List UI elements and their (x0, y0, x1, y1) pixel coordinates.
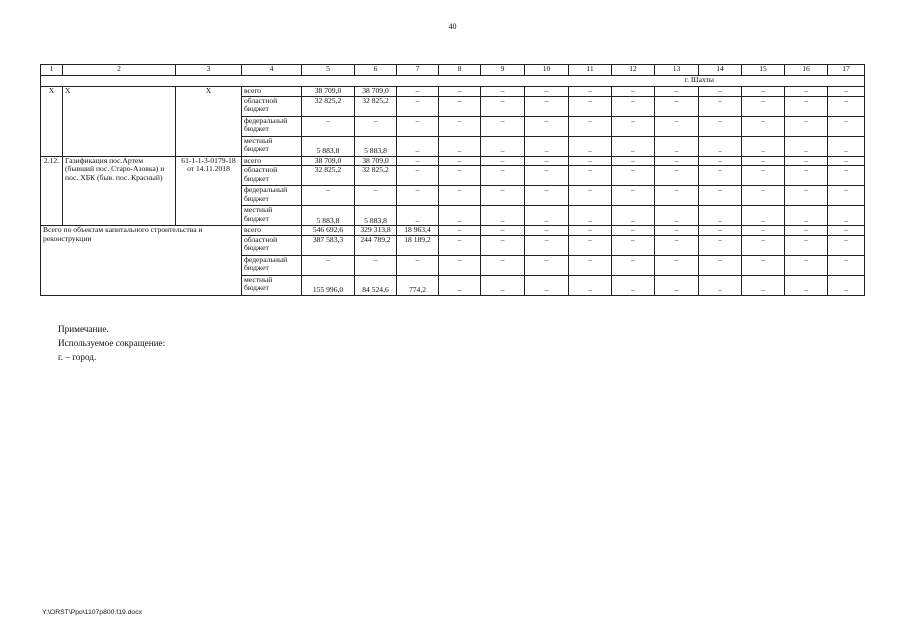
column-number: 17 (828, 65, 865, 76)
column-number-row (41, 65, 865, 76)
amount-cell: – (828, 226, 865, 236)
column-number: 7 (397, 65, 439, 76)
amount-cell: – (569, 96, 612, 116)
amount-cell: – (397, 166, 439, 186)
amount-cell: – (828, 206, 865, 226)
amount-cell: – (355, 186, 397, 206)
amount-cell: – (785, 235, 828, 255)
amount-cell: – (828, 87, 865, 97)
amount-cell: 5 883,8 (355, 206, 397, 226)
amount-cell: – (828, 275, 865, 295)
amount-cell: – (481, 156, 525, 166)
amount-cell: – (742, 156, 785, 166)
object-name: Газификация пос.Артем (бывший пос. Старо-Азовка) и пос. ХБК (быв. пос. Красный) (63, 156, 176, 226)
amount-cell: – (699, 275, 742, 295)
amount-cell: – (742, 116, 785, 136)
amount-cell: – (569, 235, 612, 255)
amount-cell: – (742, 136, 785, 156)
amount-cell: – (785, 166, 828, 186)
amount-cell: – (785, 87, 828, 97)
amount-cell: – (828, 166, 865, 186)
amount-cell: – (439, 156, 481, 166)
amount-cell: – (655, 166, 699, 186)
amount-cell: 18 189,2 (397, 235, 439, 255)
amount-cell: 155 996,0 (302, 275, 355, 295)
amount-cell: – (439, 186, 481, 206)
amount-cell: 38 709,0 (302, 87, 355, 97)
table-row (41, 226, 865, 236)
table-row (41, 87, 865, 97)
amount-cell: – (439, 206, 481, 226)
amount-cell: – (569, 166, 612, 186)
amount-cell: – (569, 156, 612, 166)
amount-cell: – (612, 226, 655, 236)
amount-cell: 329 313,8 (355, 226, 397, 236)
amount-cell: – (742, 255, 785, 275)
funding-source: местный бюджет (242, 206, 302, 226)
amount-cell: – (612, 255, 655, 275)
funding-source: всего (242, 226, 302, 236)
amount-cell: 774,2 (397, 275, 439, 295)
amount-cell: – (742, 226, 785, 236)
amount-cell: – (655, 96, 699, 116)
funding-source: областной бюджет (242, 96, 302, 116)
amount-cell: – (828, 235, 865, 255)
amount-cell: – (699, 226, 742, 236)
amount-cell: – (439, 235, 481, 255)
amount-cell: – (569, 255, 612, 275)
amount-cell: – (655, 87, 699, 97)
note-abbrev-heading: Используемое сокращение: (58, 338, 166, 348)
amount-cell: – (439, 136, 481, 156)
funding-source: областной бюджет (242, 235, 302, 255)
amount-cell: 5 883,8 (302, 136, 355, 156)
amount-cell: – (612, 116, 655, 136)
column-number: 1 (41, 65, 63, 76)
amount-cell: – (828, 136, 865, 156)
object-name: Х (63, 87, 176, 157)
amount-cell: 32 825,2 (355, 96, 397, 116)
amount-cell: – (439, 166, 481, 186)
amount-cell: – (397, 136, 439, 156)
amount-cell: – (742, 96, 785, 116)
amount-cell: – (655, 206, 699, 226)
amount-cell: – (699, 96, 742, 116)
amount-cell: – (699, 206, 742, 226)
amount-cell: – (742, 166, 785, 186)
column-number: 4 (242, 65, 302, 76)
amount-cell: – (525, 116, 569, 136)
amount-cell: – (612, 156, 655, 166)
amount-cell: 38 709,0 (355, 156, 397, 166)
amount-cell: – (569, 87, 612, 97)
amount-cell: – (655, 275, 699, 295)
amount-cell: – (397, 116, 439, 136)
item-number: Х (41, 87, 63, 157)
amount-cell: 32 825,2 (355, 166, 397, 186)
amount-cell: – (785, 226, 828, 236)
amount-cell: – (569, 186, 612, 206)
amount-cell: – (481, 226, 525, 236)
amount-cell: – (302, 186, 355, 206)
amount-cell: 32 825,2 (302, 166, 355, 186)
amount-cell: – (828, 96, 865, 116)
amount-cell: 387 583,3 (302, 235, 355, 255)
amount-cell: – (397, 255, 439, 275)
amount-cell: – (397, 186, 439, 206)
funding-source: федеральный бюджет (242, 116, 302, 136)
column-number: 10 (525, 65, 569, 76)
amount-cell: – (569, 275, 612, 295)
amount-cell: – (699, 87, 742, 97)
amount-cell: – (397, 87, 439, 97)
amount-cell: – (439, 255, 481, 275)
amount-cell: – (612, 166, 655, 186)
column-number: 5 (302, 65, 355, 76)
amount-cell: – (742, 235, 785, 255)
amount-cell: – (612, 87, 655, 97)
note-abbrev-city: г. – город. (58, 352, 97, 362)
amount-cell: – (569, 136, 612, 156)
funding-source: всего (242, 87, 302, 97)
funding-source: федеральный бюджет (242, 255, 302, 275)
amount-cell: – (481, 275, 525, 295)
amount-cell: – (655, 186, 699, 206)
amount-cell: – (525, 235, 569, 255)
column-number: 9 (481, 65, 525, 76)
amount-cell: – (481, 235, 525, 255)
amount-cell: – (655, 156, 699, 166)
total-label: Всего по объектам капитального строительства и реконструкции (41, 226, 242, 296)
amount-cell: – (612, 206, 655, 226)
amount-cell: – (742, 206, 785, 226)
amount-cell: – (481, 96, 525, 116)
amount-cell: – (397, 206, 439, 226)
document-ref: Х (176, 87, 242, 157)
amount-cell: 38 709,0 (302, 156, 355, 166)
amount-cell: – (785, 96, 828, 116)
page-number: 40 (448, 22, 457, 31)
funding-source: всего (242, 156, 302, 166)
amount-cell: – (699, 156, 742, 166)
amount-cell: – (355, 116, 397, 136)
column-number: 8 (439, 65, 481, 76)
column-number: 11 (569, 65, 612, 76)
amount-cell: – (699, 116, 742, 136)
column-number: 13 (655, 65, 699, 76)
amount-cell: – (439, 275, 481, 295)
amount-cell: – (785, 255, 828, 275)
amount-cell: – (397, 96, 439, 116)
amount-cell: – (481, 116, 525, 136)
amount-cell: – (569, 116, 612, 136)
amount-cell: 32 825,2 (302, 96, 355, 116)
amount-cell: – (612, 136, 655, 156)
amount-cell: – (828, 255, 865, 275)
amount-cell: 18 963,4 (397, 226, 439, 236)
amount-cell: – (742, 87, 785, 97)
amount-cell: – (481, 136, 525, 156)
column-number: 12 (612, 65, 655, 76)
column-number: 3 (176, 65, 242, 76)
item-number: 2.12. (41, 156, 63, 226)
amount-cell: – (655, 136, 699, 156)
amount-cell: – (481, 255, 525, 275)
amount-cell: – (699, 255, 742, 275)
amount-cell: – (481, 186, 525, 206)
amount-cell: – (525, 186, 569, 206)
document-ref: 61-1-1-3-0179-18 от 14.11.2018 (176, 156, 242, 226)
amount-cell: – (439, 116, 481, 136)
amount-cell: 5 883,8 (355, 136, 397, 156)
table-row (41, 156, 865, 166)
amount-cell: – (481, 206, 525, 226)
amount-cell: – (439, 226, 481, 236)
amount-cell: – (525, 87, 569, 97)
amount-cell: – (525, 156, 569, 166)
amount-cell: – (525, 96, 569, 116)
amount-cell: – (699, 136, 742, 156)
amount-cell: 84 524,6 (355, 275, 397, 295)
amount-cell: 546 692,6 (302, 226, 355, 236)
amount-cell: – (525, 166, 569, 186)
funding-source: местный бюджет (242, 275, 302, 295)
amount-cell: – (525, 206, 569, 226)
funding-source: местный бюджет (242, 136, 302, 156)
amount-cell: – (481, 166, 525, 186)
amount-cell: – (785, 136, 828, 156)
amount-cell: – (525, 226, 569, 236)
amount-cell: 5 883,8 (302, 206, 355, 226)
amount-cell: – (828, 186, 865, 206)
amount-cell: – (742, 275, 785, 295)
amount-cell: – (785, 186, 828, 206)
amount-cell: – (655, 116, 699, 136)
amount-cell: 244 789,2 (355, 235, 397, 255)
amount-cell: – (828, 116, 865, 136)
amount-cell: – (355, 255, 397, 275)
column-number: 6 (355, 65, 397, 76)
amount-cell: – (525, 255, 569, 275)
amount-cell: – (302, 116, 355, 136)
amount-cell: – (525, 136, 569, 156)
amount-cell: – (785, 275, 828, 295)
amount-cell: – (785, 156, 828, 166)
column-number: 16 (785, 65, 828, 76)
amount-cell: – (612, 186, 655, 206)
column-number: 14 (699, 65, 742, 76)
column-number: 2 (63, 65, 176, 76)
amount-cell: – (439, 96, 481, 116)
amount-cell: – (699, 235, 742, 255)
amount-cell: – (481, 87, 525, 97)
column-number: 15 (742, 65, 785, 76)
amount-cell: – (655, 226, 699, 236)
amount-cell: – (655, 235, 699, 255)
amount-cell: – (699, 186, 742, 206)
amount-cell: – (742, 186, 785, 206)
section-row (41, 76, 865, 87)
amount-cell: – (699, 166, 742, 186)
amount-cell: – (569, 226, 612, 236)
funding-source: федеральный бюджет (242, 186, 302, 206)
amount-cell: – (655, 255, 699, 275)
amount-cell: – (612, 96, 655, 116)
amount-cell: 38 709,0 (355, 87, 397, 97)
note-title: Примечание. (58, 324, 109, 334)
amount-cell: – (612, 275, 655, 295)
file-path-footer: Y:\ORST\Ppo\1107p800.f19.docx (42, 609, 143, 616)
amount-cell: – (302, 255, 355, 275)
amount-cell: – (785, 116, 828, 136)
amount-cell: – (612, 235, 655, 255)
funding-source: областной бюджет (242, 166, 302, 186)
amount-cell: – (569, 206, 612, 226)
amount-cell: – (397, 156, 439, 166)
amount-cell: – (439, 87, 481, 97)
amount-cell: – (525, 275, 569, 295)
amount-cell: – (785, 206, 828, 226)
section-city: г. Шахты (41, 76, 865, 87)
budget-table (40, 64, 865, 296)
amount-cell: – (828, 156, 865, 166)
